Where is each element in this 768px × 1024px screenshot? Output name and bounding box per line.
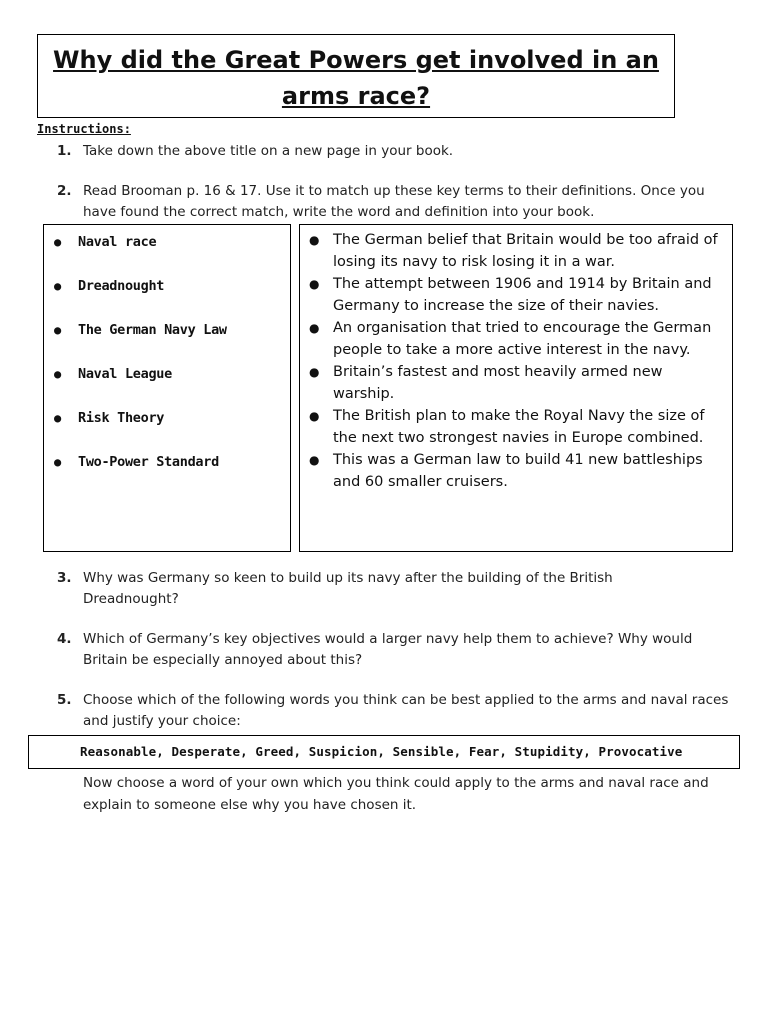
step-text: Read Brooman p. 16 & 17. Use it to match up these key terms to their definitions. Once you have found the correct match, write the word and definition into your book. — [83, 183, 705, 220]
step-4 — [57, 629, 737, 671]
definition-item: ● The German belief that Britain would be too afraid of losing its navy to risk losing it in a war. — [333, 229, 724, 273]
term-item: ● Risk Theory — [78, 407, 290, 429]
term-item: ● The German Navy Law — [78, 319, 268, 341]
page-title: Why did the Great Powers get involved in an arms race? — [37, 34, 675, 118]
term-item: ● Dreadnought — [78, 275, 290, 297]
step-number: 5. — [57, 692, 72, 708]
bullet-icon: ● — [54, 323, 61, 337]
term-item: ● Naval League — [78, 363, 290, 385]
instructions-label: Instructions: — [37, 122, 131, 136]
key-terms-box — [43, 224, 291, 552]
step-number: 1. — [57, 143, 72, 159]
definition-item: ● An organisation that tried to encourage the German people to take a more active interest in the navy. — [333, 317, 724, 361]
step-2 — [57, 181, 727, 223]
bullet-icon: ● — [54, 411, 61, 425]
definition-item: ● Britain’s fastest and most heavily armed new warship. — [333, 361, 724, 405]
step-1 — [57, 141, 727, 162]
bullet-icon: ● — [54, 279, 61, 293]
step-text: Take down the above title on a new page in your book. — [83, 143, 454, 159]
term-item: ● Two-Power Standard — [78, 451, 290, 473]
step-5 — [57, 690, 737, 732]
bullet-icon: ● — [309, 409, 320, 423]
bullet-icon: ● — [309, 321, 320, 335]
step-text: Why was Germany so keen to build up its navy after the building of the British Dreadnought? — [83, 570, 613, 607]
bullet-icon: ● — [309, 365, 320, 379]
bullet-icon: ● — [54, 455, 61, 469]
definition-item: ● The attempt between 1906 and 1914 by Britain and Germany to increase the size of their navies. — [333, 273, 724, 317]
definitions-box — [299, 224, 733, 552]
definition-item: ● This was a German law to build 41 new battleships and 60 smaller cruisers. — [333, 449, 724, 493]
bullet-icon: ● — [309, 233, 320, 247]
step-number: 4. — [57, 631, 72, 647]
step-number: 3. — [57, 570, 72, 586]
step-number: 2. — [57, 183, 72, 199]
closing-instruction: Now choose a word of your own which you think could apply to the arms and naval race and explain to someone else why you have chosen it. — [83, 775, 709, 813]
bullet-icon: ● — [54, 367, 61, 381]
term-item: ● Naval race — [78, 231, 290, 253]
definition-item: ● The British plan to make the Royal Navy the size of the next two strongest navies in Europe combined. — [333, 405, 724, 449]
bullet-icon: ● — [309, 453, 320, 467]
step-3 — [57, 568, 697, 610]
step-text: Which of Germany’s key objectives would a larger navy help them to achieve? Why would Britain be especially annoyed about this? — [83, 631, 693, 668]
word-choices-box: Reasonable, Desperate, Greed, Suspicion, Sensible, Fear, Stupidity, Provocative — [28, 735, 740, 769]
step-text: Choose which of the following words you think can be best applied to the arms and naval races and justify your choice: — [83, 692, 729, 729]
bullet-icon: ● — [54, 235, 61, 249]
bullet-icon: ● — [309, 277, 320, 291]
